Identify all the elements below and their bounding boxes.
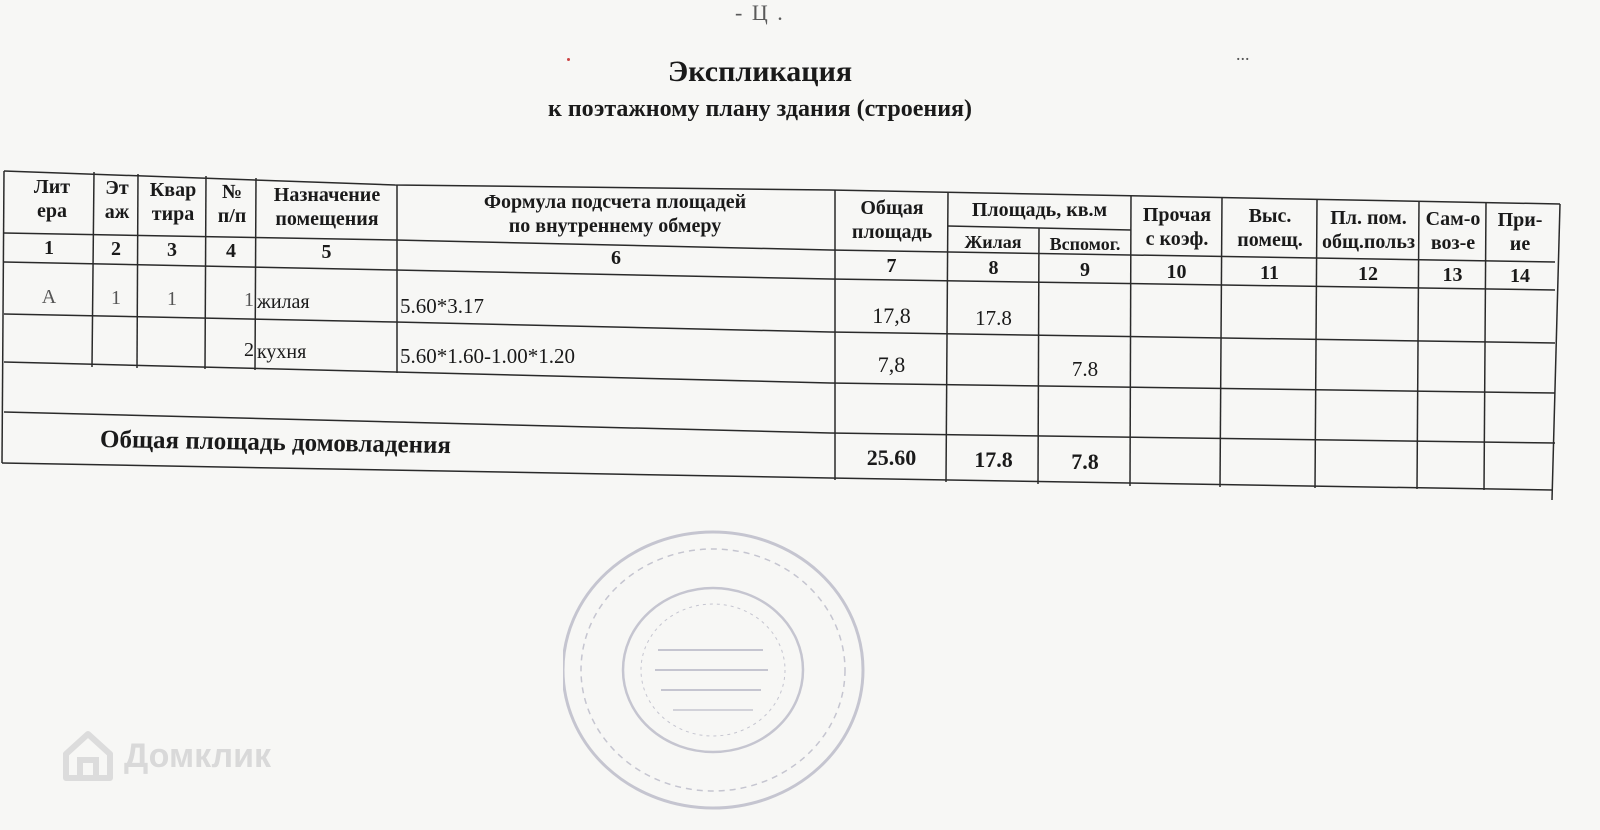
row1-total-area: 17,8 — [872, 303, 911, 328]
house-logo-icon — [60, 728, 116, 784]
col-number: 3 — [167, 239, 177, 261]
col-number: 9 — [1080, 259, 1090, 281]
document-subtitle: к поэтажному плану здания (строения) — [548, 96, 972, 122]
col-number: 2 — [111, 238, 121, 260]
col-number: 8 — [988, 257, 999, 279]
col-number: 1 — [44, 237, 54, 259]
row2-total-area: 7,8 — [877, 352, 906, 377]
header-number: № п/п — [217, 181, 247, 227]
header-note: При- ие — [1497, 209, 1543, 255]
header-height: Выс. помещ. — [1237, 205, 1303, 251]
round-stamp — [563, 520, 883, 820]
header-common-area: Пл. пом. общ.польз — [1322, 207, 1415, 253]
header-etazh: Эт аж — [104, 177, 130, 223]
header-litera: Лит ера — [33, 176, 71, 222]
col-number: 14 — [1510, 265, 1530, 287]
col-number: 5 — [321, 241, 332, 263]
row2-number: 2 — [244, 339, 254, 361]
col-number: 4 — [226, 240, 236, 262]
header-living: Жилая — [964, 232, 1022, 252]
col-number: 10 — [1166, 261, 1187, 283]
header-total-area: Общая площадь — [851, 197, 933, 243]
row1-formula: 5.60*3.17 — [400, 294, 484, 318]
row1-number: 1 — [244, 289, 254, 311]
col-number: 11 — [1260, 262, 1279, 284]
total-aux-area: 7.8 — [1071, 449, 1099, 474]
total-living-area: 17.8 — [974, 447, 1013, 472]
header-other: Прочая с коэф. — [1142, 204, 1212, 250]
row1-etazh: 1 — [111, 287, 121, 309]
row1-kvartira: 1 — [167, 288, 177, 310]
document-title: Экспликация — [667, 55, 853, 88]
header-area-group: Площадь, кв.м — [971, 199, 1108, 221]
domclick-watermark — [60, 728, 271, 784]
col-number: 13 — [1442, 264, 1463, 286]
header-purpose: Назначение помещения — [273, 184, 381, 230]
watermark-text: Домклик — [124, 736, 272, 775]
row1-litera: А — [41, 286, 57, 308]
row2-formula: 5.60*1.60-1.00*1.20 — [400, 344, 575, 368]
header-formula: Формула подсчета площадей по внутреннему обмеру — [483, 191, 747, 237]
col-number: 7 — [886, 255, 897, 277]
total-area: 25.60 — [866, 445, 917, 470]
top-dots: ... — [1236, 44, 1250, 64]
row2-name: кухня — [257, 341, 307, 363]
row2-aux-area: 7.8 — [1071, 357, 1099, 381]
col-number: 12 — [1358, 263, 1378, 285]
header-kvartira: Квар тира — [149, 179, 197, 225]
col-number: 6 — [611, 247, 621, 269]
row1-living-area: 17.8 — [975, 306, 1012, 330]
header-unauthorized: Сам-о воз-е — [1425, 208, 1481, 254]
handwritten-mark: - Ц . — [735, 0, 785, 25]
header-auxiliary: Вспомог. — [1049, 234, 1121, 254]
total-label: Общая площадь домовладения — [99, 426, 452, 460]
row1-name: жилая — [257, 291, 310, 313]
